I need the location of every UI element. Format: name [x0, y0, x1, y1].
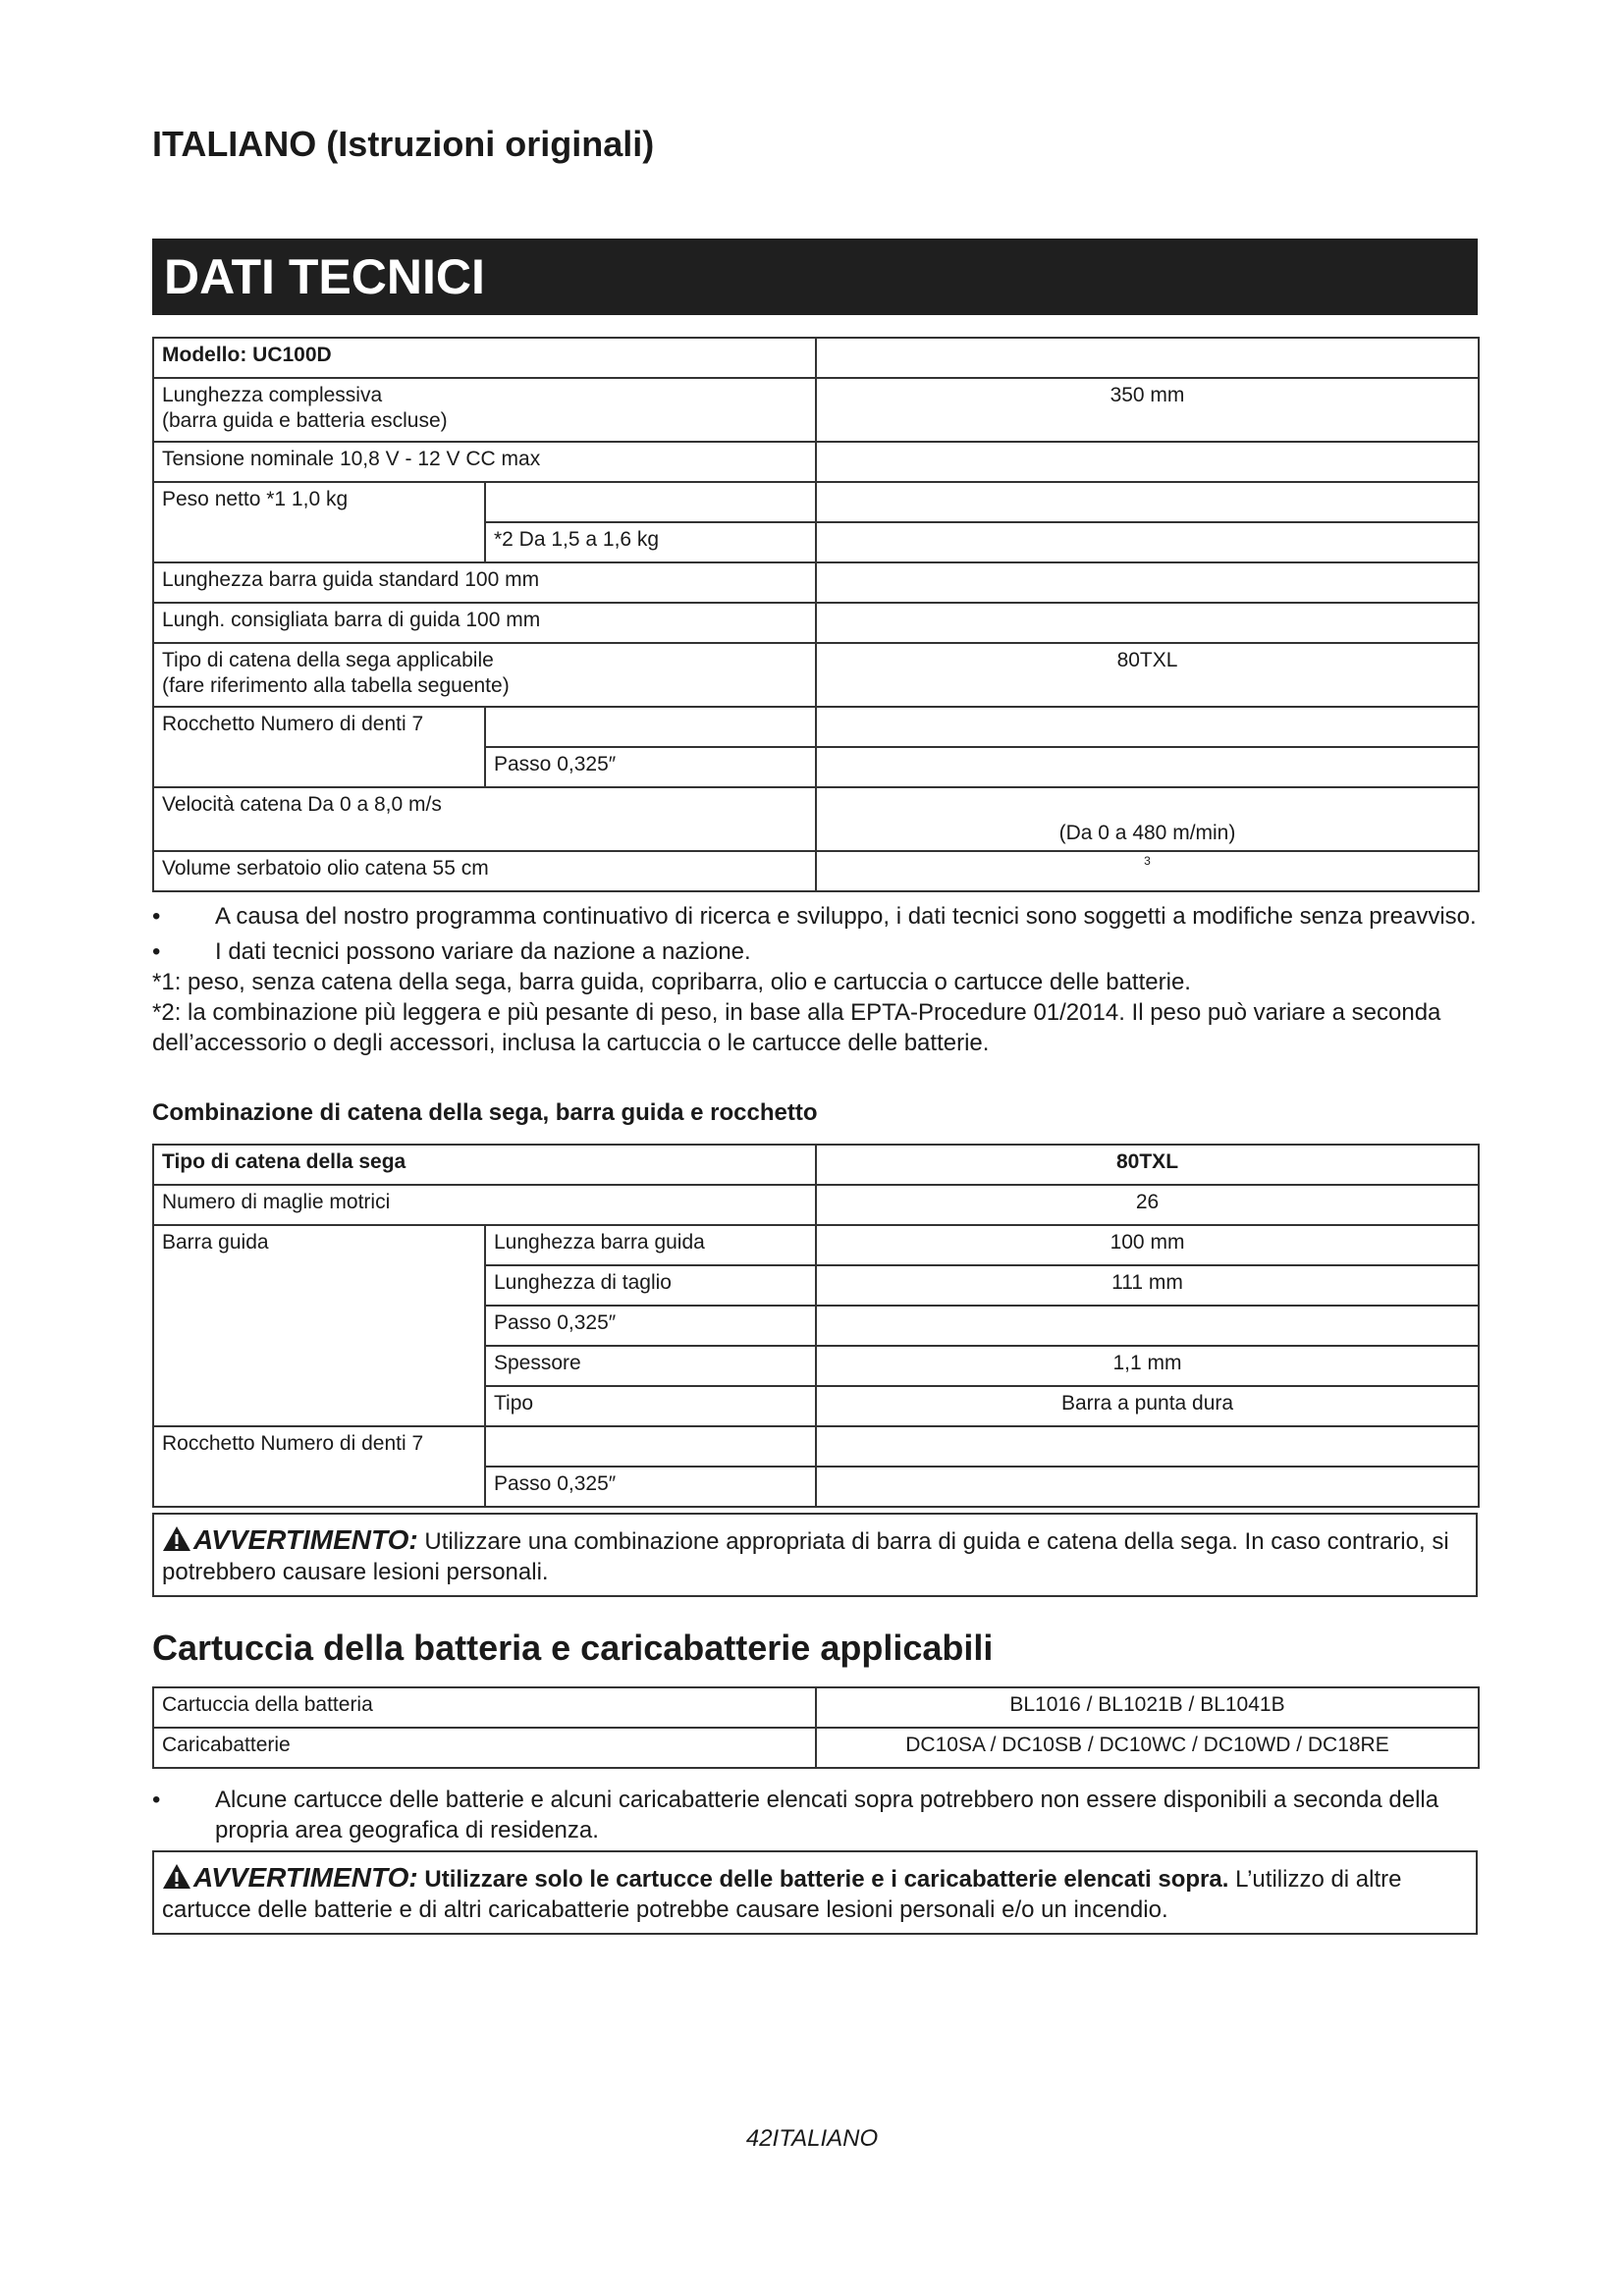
- warning-text: L’utilizzo di altre cartucce delle batterie e di altri caricabatterie potrebbe causare lesioni personali e/o un incendio.: [162, 1866, 1402, 1923]
- table-row: [153, 482, 1479, 522]
- table-row: [153, 603, 1479, 643]
- table-row: [153, 1467, 1479, 1507]
- table-row: [153, 1225, 1479, 1265]
- table-row: [153, 1185, 1479, 1225]
- pitch-label: Passo 0,325″: [485, 1306, 816, 1346]
- net-weight-cell: Peso netto *1 1,0 kg: [153, 482, 485, 522]
- empty-cell: [485, 482, 816, 522]
- empty-cell: [816, 707, 1479, 747]
- empty-cell: [816, 442, 1479, 482]
- table-row: [153, 1728, 1479, 1768]
- drive-links-value: 26: [816, 1185, 1479, 1225]
- empty-cell: [816, 1467, 1479, 1507]
- warning-box: [152, 1513, 1478, 1597]
- type-value: Barra a punta dura: [816, 1386, 1479, 1426]
- empty-cell: [816, 522, 1479, 562]
- empty-cell: [153, 747, 485, 787]
- section-banner: DATI TECNICI: [152, 239, 1478, 315]
- overall-length-cell: [153, 378, 816, 442]
- oil-tank-superscript: 3: [1144, 854, 1151, 868]
- sprocket-cell: Rocchetto Numero di denti 7: [153, 707, 485, 747]
- table-row: [153, 562, 1479, 603]
- empty-cell: [816, 1426, 1479, 1467]
- table-row: [153, 1687, 1479, 1728]
- empty-cell: [153, 1467, 485, 1507]
- warning-label: AVVERTIMENTO:: [193, 1524, 418, 1555]
- footnote-1: *1: peso, senza catena della sega, barra guida, copribarra, olio e cartuccia o cartucce delle batterie.: [152, 969, 1191, 995]
- empty-cell: [816, 1306, 1479, 1346]
- table-row: [153, 522, 1479, 562]
- table-row: [153, 378, 1479, 442]
- table-row: [153, 851, 1479, 891]
- combo-header-label: Tipo di catena della sega: [153, 1145, 816, 1185]
- empty-cell: [816, 562, 1479, 603]
- table-row: [153, 707, 1479, 747]
- charger-value: DC10SA / DC10SB / DC10WC / DC10WD / DC18RE: [816, 1728, 1479, 1768]
- warning-triangle-icon: [162, 1525, 191, 1552]
- table-row: [153, 787, 1479, 851]
- chain-speed-value: (Da 0 a 480 m/min): [816, 787, 1479, 851]
- empty-cell: [485, 1426, 816, 1467]
- warning-label: AVVERTIMENTO:: [193, 1862, 418, 1893]
- cut-length-label: Lunghezza di taglio: [485, 1265, 816, 1306]
- bar-length-label: Lunghezza barra guida: [485, 1225, 816, 1265]
- warning-triangle-icon: [162, 1863, 191, 1890]
- table-row: [153, 338, 1479, 378]
- sprocket-pitch-label: Passo 0,325″: [485, 1467, 816, 1507]
- table-row: [153, 1426, 1479, 1467]
- combination-table: [152, 1144, 1480, 1508]
- bar-length-value: 100 mm: [816, 1225, 1479, 1265]
- note-bullet: • A causa del nostro programma continuativo di ricerca e sviluppo, i dati tecnici sono soggetti a modifiche senza preavviso.: [152, 901, 1478, 932]
- overall-length-value: 350 mm: [816, 378, 1479, 442]
- thickness-value: 1,1 mm: [816, 1346, 1479, 1386]
- empty-cell: [816, 338, 1479, 378]
- pitch-cell: Passo 0,325″: [485, 747, 816, 787]
- empty-cell: [816, 482, 1479, 522]
- combo-heading: Combinazione di catena della sega, barra guida e rocchetto: [152, 1099, 818, 1126]
- footnote-2: *2: la combinazione più leggera e più pesante di peso, in base alla EPTA-Procedure 01/2014. Il peso può variare a seconda dell’accessorio o degli accessori, inclusa la cartuccia o le cartucce delle batterie.: [152, 999, 1441, 1056]
- page-title: ITALIANO (Istruzioni originali): [152, 124, 655, 164]
- warning-bold-text: Utilizzare solo le cartucce delle batterie e i caricabatterie elencati sopra.: [417, 1866, 1229, 1893]
- combo-header-value: 80TXL: [816, 1145, 1479, 1185]
- table-row: [153, 747, 1479, 787]
- chain-type-cell: [153, 643, 816, 707]
- battery-table: [152, 1686, 1480, 1769]
- chain-type-sub: (fare riferimento alla tabella seguente): [162, 674, 510, 697]
- table-row: [153, 643, 1479, 707]
- thickness-label: Spessore: [485, 1346, 816, 1386]
- table-row: [153, 442, 1479, 482]
- std-bar-length-cell: Lunghezza barra guida standard 100 mm: [153, 562, 816, 603]
- sprocket-label: Rocchetto Numero di denti 7: [153, 1426, 485, 1467]
- chain-speed-cell: Velocità catena Da 0 a 8,0 m/s: [153, 787, 816, 851]
- cartridge-label: Cartuccia della batteria: [153, 1687, 816, 1728]
- warning-text: Utilizzare una combinazione appropriata di barra di guida e catena della sega. In caso contrario, si potrebbero causare lesioni personali.: [162, 1528, 1449, 1585]
- oil-tank-unit-cell: [816, 851, 1479, 891]
- warning-box: [152, 1850, 1478, 1935]
- note-bullet: • Alcune cartucce delle batterie e alcuni caricabatterie elencati sopra potrebbero non essere disponibili a seconda della propria area geografica di residenza.: [152, 1785, 1478, 1845]
- specs-table: [152, 337, 1480, 892]
- oil-tank-cell: Volume serbatoio olio catena 55 cm: [153, 851, 816, 891]
- overall-length-label: Lunghezza complessiva: [162, 384, 383, 406]
- page-footer: 42ITALIANO: [745, 2125, 879, 2152]
- overall-length-sub: (barra guida e batteria escluse): [162, 409, 448, 432]
- empty-cell: [816, 603, 1479, 643]
- model-cell: Modello: UC100D: [153, 338, 816, 378]
- cut-length-value: 111 mm: [816, 1265, 1479, 1306]
- spec-notes: [152, 901, 1478, 1058]
- guide-bar-label: Barra guida: [153, 1225, 485, 1426]
- voltage-cell: Tensione nominale 10,8 V - 12 V CC max: [153, 442, 816, 482]
- cartridge-value: BL1016 / BL1021B / BL1041B: [816, 1687, 1479, 1728]
- note-bullet: • I dati tecnici possono variare da nazione a nazione.: [152, 936, 1478, 967]
- table-row: [153, 1145, 1479, 1185]
- chain-type-value: 80TXL: [816, 643, 1479, 707]
- empty-cell: [816, 747, 1479, 787]
- net-weight-2-cell: *2 Da 1,5 a 1,6 kg: [485, 522, 816, 562]
- charger-label: Caricabatterie: [153, 1728, 816, 1768]
- battery-notes: [152, 1785, 1478, 1845]
- rec-bar-length-cell: Lungh. consigliata barra di guida 100 mm: [153, 603, 816, 643]
- empty-cell: [153, 522, 485, 562]
- drive-links-label: Numero di maglie motrici: [153, 1185, 816, 1225]
- battery-heading: Cartuccia della batteria e caricabatterie applicabili: [152, 1628, 994, 1668]
- empty-cell: [485, 707, 816, 747]
- chain-type-label: Tipo di catena della sega applicabile: [162, 649, 494, 671]
- type-label: Tipo: [485, 1386, 816, 1426]
